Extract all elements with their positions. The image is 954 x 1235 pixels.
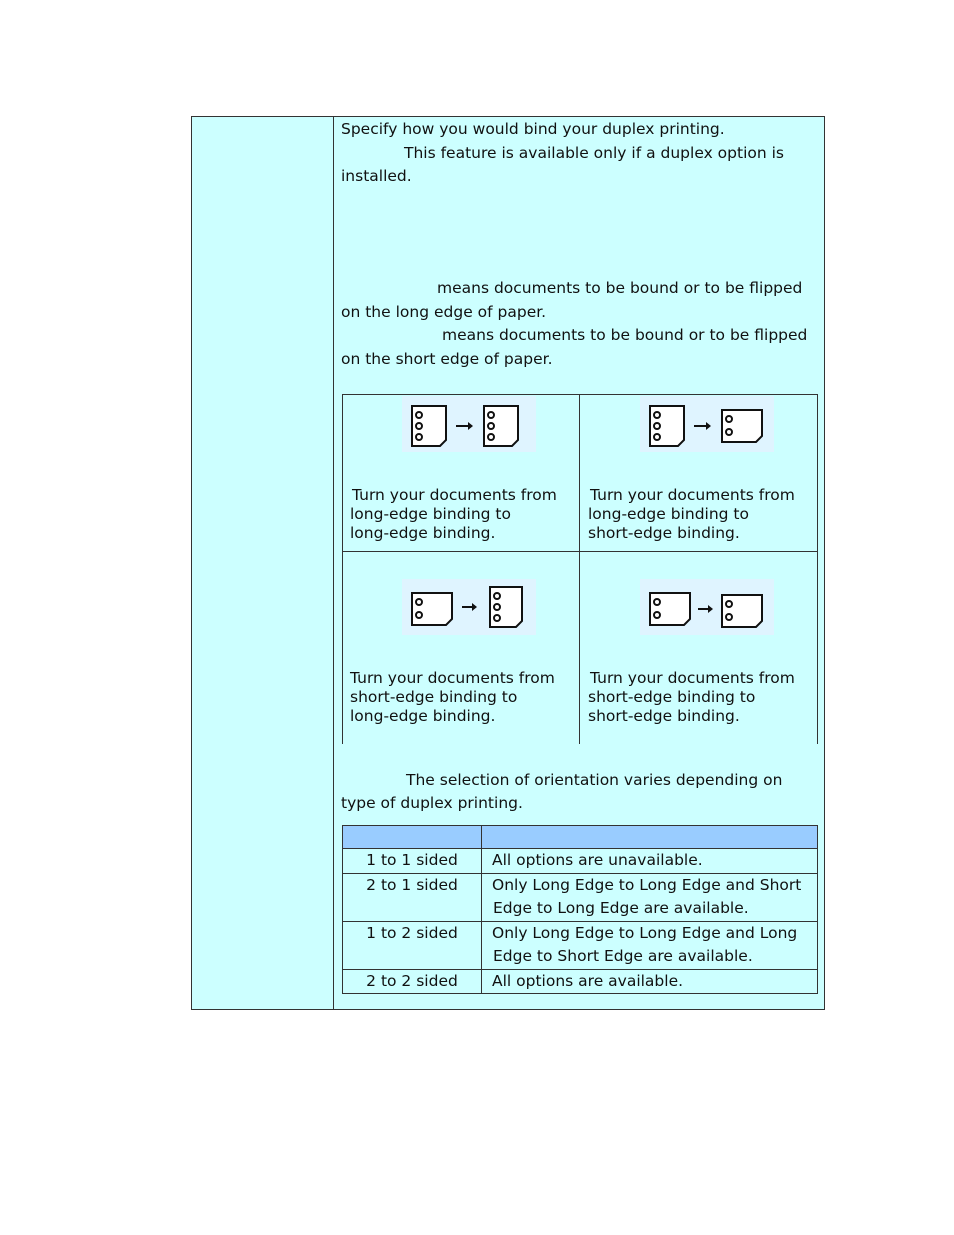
binding-caption-line2: long-edge binding to <box>350 505 511 523</box>
binding-caption-line1: Turn your documents from <box>590 486 795 504</box>
availability-cell <box>482 849 818 874</box>
long-edge-page-icon <box>650 406 684 446</box>
long-edge-page-icon <box>412 406 446 446</box>
duplex-type-cell: 2 to 1 sided <box>343 873 482 921</box>
table-header-description <box>482 826 818 849</box>
short-edge-page-icon <box>412 593 452 625</box>
arrow-right-icon <box>456 422 473 430</box>
orientation-note-line1: The selection of orientation varies depending on <box>406 771 783 789</box>
availability-cell <box>482 921 818 969</box>
binding-caption-line3: short-edge binding. <box>588 707 740 725</box>
long-edge-definition-line1: means documents to be bound or to be flipped <box>437 279 803 297</box>
binding-caption-line3: short-edge binding. <box>588 524 740 542</box>
availability-text-line1: Only Long Edge to Long Edge and Long <box>492 923 798 942</box>
binding-caption-line3: long-edge binding. <box>350 707 496 725</box>
table-row <box>343 849 818 874</box>
note-text-line1: This feature is available only if a duplex option is <box>404 144 785 162</box>
binding-caption-line1: Turn your documents from <box>350 669 555 687</box>
binding-caption-line2: long-edge binding to <box>588 505 749 523</box>
binding-options-grid <box>342 394 818 744</box>
long-edge-definition-line2: on the long edge of paper. <box>341 303 547 321</box>
availability-text-line1: All options are unavailable. <box>492 851 703 869</box>
long-to-short-figure <box>640 396 774 452</box>
table-row <box>343 969 818 994</box>
intro-text: Specify how you would bind your duplex printing. <box>341 120 725 138</box>
orientation-note-line2: type of duplex printing. <box>341 794 523 812</box>
binding-caption-line2: short-edge binding to <box>588 688 756 706</box>
short-edge-definition-line2: on the short edge of paper. <box>341 350 553 368</box>
availability-text-line1: All options are available. <box>492 971 684 990</box>
availability-text-line1: Only Long Edge to Long Edge and Short <box>492 875 802 894</box>
column-divider <box>333 117 334 1009</box>
binding-caption-line1: Turn your documents from <box>590 669 795 687</box>
arrow-right-icon <box>462 603 477 611</box>
short-edge-page-icon <box>722 595 762 627</box>
duplex-type-cell: 2 to 2 sided <box>343 969 482 994</box>
binding-cell-long-to-long <box>342 394 579 551</box>
note-text-line2: installed. <box>341 167 412 185</box>
binding-caption-line3: long-edge binding. <box>350 524 496 542</box>
long-to-long-figure <box>402 396 536 452</box>
arrow-right-icon <box>694 422 711 430</box>
binding-caption-line2: short-edge binding to <box>350 688 518 706</box>
availability-text-line2: Edge to Short Edge are available. <box>493 947 753 965</box>
table-header-row <box>343 826 818 849</box>
short-to-short-figure <box>640 579 774 635</box>
availability-cell <box>482 873 818 921</box>
long-edge-page-icon <box>490 587 522 627</box>
duplex-orientation-table <box>342 825 818 994</box>
duplex-type-cell: 1 to 2 sided <box>343 921 482 969</box>
short-edge-definition-line1: means documents to be bound or to be flipped <box>442 326 808 344</box>
short-to-long-figure <box>402 579 536 635</box>
availability-text-line2: Edge to Long Edge are available. <box>493 899 749 917</box>
availability-cell <box>482 969 818 994</box>
table-row <box>343 921 818 969</box>
duplex-type-cell: 1 to 1 sided <box>343 849 482 874</box>
binding-cell-short-to-long <box>342 552 579 744</box>
short-edge-page-icon <box>722 410 762 442</box>
binding-cell-short-to-short <box>580 552 817 744</box>
binding-caption-line1: Turn your documents from <box>352 486 557 504</box>
short-edge-page-icon <box>650 593 690 625</box>
table-header-type <box>343 826 482 849</box>
feature-description-table <box>191 116 825 1010</box>
arrow-right-icon <box>698 605 713 613</box>
long-edge-page-icon <box>484 406 518 446</box>
binding-cell-long-to-short <box>580 394 817 551</box>
table-row <box>343 873 818 921</box>
